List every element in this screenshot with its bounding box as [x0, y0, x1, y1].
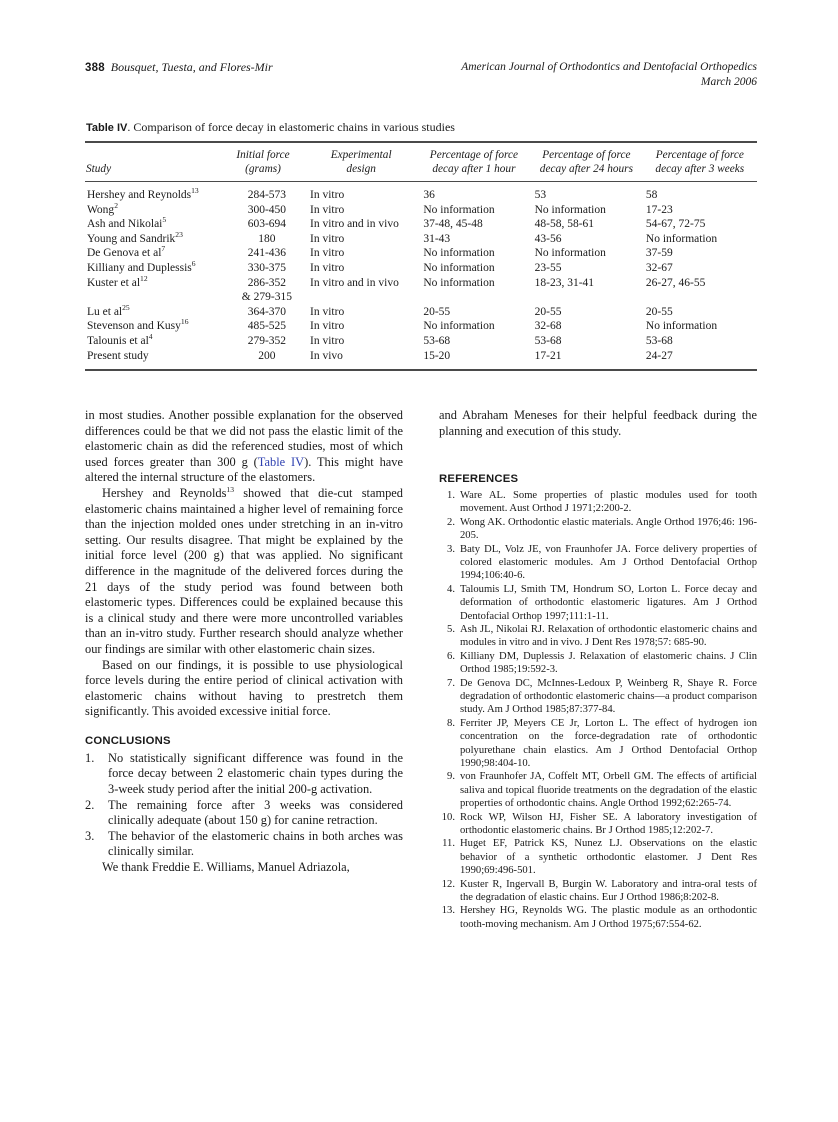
left-column: [85, 408, 403, 876]
table-iv-link[interactable]: Table IV: [257, 454, 305, 469]
table-rule-bottom: [85, 369, 757, 371]
reference-item: [439, 878, 757, 904]
cell-experimental-design: In vivo: [310, 349, 343, 362]
cell-decay-3-weeks: 17-23: [645, 203, 673, 216]
citation-superscript: 5: [162, 215, 167, 225]
cell-experimental-design: In vitro: [310, 261, 345, 274]
column-header-experimental-design: Experimental design: [330, 149, 392, 175]
column-header-initial-force: Initial force (grams): [236, 149, 290, 175]
page-number: 388: [85, 62, 105, 74]
conclusion-item: [85, 751, 403, 798]
reference-text: Ferriter JP, Meyers CE Jr, Lorton L. The effect of hydrogen ion concentration on the force-degradation rate of orthodontic polyurethane chain elastics. Am J Orthod Dentofacial Orthop 1990;98:404-10.: [460, 718, 757, 769]
reference-item: [439, 811, 757, 837]
cell-experimental-design: In vitro: [310, 247, 345, 260]
table-caption: [85, 120, 757, 136]
cell-decay-3-weeks: No information: [645, 320, 718, 333]
reference-item: [439, 543, 757, 583]
column-header-decay-1-hour: Percentage of force decay after 1 hour: [429, 149, 519, 175]
cell-decay-3-weeks: 20-55: [645, 305, 673, 318]
cell-experimental-design: In vitro: [310, 305, 345, 318]
cell-experimental-design: In vitro: [310, 203, 345, 216]
running-head: [85, 60, 757, 100]
reference-text: Wong AK. Orthodontic elastic materials. Angle Orthod 1976;46: 196-205.: [460, 517, 757, 542]
cell-initial-force: 286-352: [247, 276, 287, 289]
cell-initial-force: 200: [258, 349, 276, 362]
conclusion-text: No statistically significant difference was found in the force decay between 2 elastomeric chain types during the 3-week study period after the initial 200-g activation.: [108, 750, 403, 797]
conclusion-number: 2.: [85, 797, 95, 812]
reference-item: [439, 489, 757, 515]
cell-decay-3-weeks: 24-27: [645, 349, 673, 362]
cell-decay-1-hour: No information: [423, 276, 495, 289]
citation-superscript: 25: [122, 302, 130, 312]
comparison-table-body: [85, 182, 757, 369]
cell-decay-3-weeks: [644, 290, 757, 305]
cell-study: Lu et $al^{25}$: [87, 302, 130, 318]
table-header-row: [85, 143, 757, 181]
reference-text: De Genova DC, McInnes-Ledoux P, Weinberg R, Shaye R. Force degradation of orthodontic elastomeric chains—a product comparison study. Am J Orthod 1985;87:377-84.: [460, 678, 757, 716]
table-row: [85, 246, 757, 261]
reference-number: 4.: [447, 584, 455, 596]
cell-study: Stevenson and Kusy$^{16}$: [87, 317, 189, 333]
column-header-decay-3-weeks: Percentage of force decay after 3 weeks: [655, 149, 745, 175]
reference-text: Hershey HG, Reynolds WG. The plastic module as an orthodontic tooth-moving mechanism. Am J Orthod 1975;67:554-62.: [460, 905, 757, 930]
acknowledgment-text: We thank Freddie E. Williams, Manuel Adriazola,: [102, 860, 350, 875]
reference-item: [439, 650, 757, 676]
table-label: Table IV: [86, 122, 128, 134]
conclusions-list: [85, 751, 403, 860]
right-column: [439, 408, 757, 931]
conclusions-heading: CONCLUSIONS: [85, 734, 171, 747]
citation-superscript: 23: [175, 229, 183, 239]
citation-superscript: 7: [161, 244, 166, 254]
cell-decay-1-hour: No information: [423, 203, 495, 216]
cell-study: Talounis et $al^4$: [87, 332, 153, 347]
citation-superscript: 16: [180, 317, 189, 327]
cell-study: Kuster et $al^{12}$: [87, 273, 148, 289]
column-header-study: Study: [86, 162, 112, 175]
cell-decay-1-hour: 31-43: [423, 232, 451, 245]
cell-study: Present study: [87, 349, 149, 362]
reference-text: Huget EF, Patrick KS, Nunez LJ. Observations on the elastic behavior of a synthetic orthodontic elastomer. J Dent Res 1990;69:496-501.: [460, 838, 757, 876]
conclusion-number: 1.: [85, 750, 95, 765]
reference-text: Rock WP, Wilson HJ, Fisher SE. A laboratory investigation of orthodontic elastomeric chains. Br J Orthod 1985;12:202-7.: [460, 811, 757, 836]
cell-decay-24-hours: No information: [534, 203, 606, 216]
citation-superscript: 2: [114, 200, 118, 210]
conclusion-item: [85, 829, 403, 860]
running-head-left: [85, 60, 273, 75]
reference-number: 5.: [447, 624, 455, 636]
reference-number: 7.: [447, 678, 455, 690]
cell-experimental-design: [308, 290, 421, 305]
conclusion-number: 3.: [85, 828, 95, 843]
cell-decay-1-hour: 53-68: [423, 334, 451, 347]
table-row: [85, 349, 757, 370]
reference-item: [439, 516, 757, 542]
cell-decay-24-hours: 32-68: [534, 320, 562, 333]
reference-number: 12.: [441, 878, 455, 890]
cell-decay-1-hour: No information: [423, 261, 495, 274]
cell-decay-3-weeks: 54-67, 72-75: [645, 218, 706, 231]
cell-decay-3-weeks: 53-68: [645, 334, 673, 347]
cell-decay-24-hours: 18-23, 31-41: [534, 276, 595, 289]
cell-study: Wong$^2$: [87, 200, 118, 216]
column-header-decay-24-hours: Percentage of force decay after 24 hours: [539, 149, 633, 175]
cell-decay-24-hours: 43-56: [534, 232, 562, 245]
acknowledgment-continued: and Abraham Meneses for their helpful feedback during the planning and execution of this study.: [439, 408, 757, 438]
cell-decay-24-hours: 53-68: [534, 334, 562, 347]
cell-study: Young and Sandrik$^{23}$: [87, 229, 183, 245]
conclusion-text: The behavior of the elastomeric chains in both arches was clinically similar.: [108, 828, 403, 859]
reference-number: 1.: [447, 490, 455, 502]
reference-number: 3.: [447, 544, 455, 555]
cell-decay-24-hours: 23-55: [534, 261, 562, 274]
table-row: [85, 319, 757, 334]
reference-text: Ware AL. Some properties of plastic modules used for tooth movement. Aust Orthod J 1971;2:200-2.: [460, 490, 757, 515]
cell-decay-24-hours: 17-21: [534, 349, 562, 362]
cell-decay-24-hours: 20-55: [534, 305, 562, 318]
reference-number: 11.: [442, 838, 455, 850]
cell-experimental-design: In vitro: [310, 189, 345, 201]
cell-decay-24-hours: 48-58, 58-61: [534, 218, 595, 231]
table-caption-text: . Comparison of force decay in elastomeric chains in various studies: [127, 120, 455, 134]
table-row: [85, 290, 757, 305]
cell-decay-1-hour: 36: [423, 189, 435, 201]
cell-decay-24-hours: No information: [534, 247, 606, 260]
paragraph-continued: in most studies. Another possible explanation for the observed differences could be that we did not pass the elastic limit of the elastomeric chain as did the referenced studies, most of which used forces greater than 300 g (Table IV). This might have altered the internal structure of the elastomers.: [85, 408, 403, 485]
cell-study: De Genova et $al^7$: [87, 244, 166, 260]
citation-superscript: 12: [140, 273, 148, 283]
cell-decay-1-hour: [421, 290, 532, 305]
reference-item: [439, 677, 757, 717]
cell-decay-24-hours: [533, 290, 644, 305]
reference-item: [439, 837, 757, 877]
citation-superscript: 6: [191, 259, 196, 269]
cell-decay-3-weeks: 58: [645, 189, 658, 201]
reference-item: [439, 583, 757, 623]
reference-number: 9.: [447, 771, 455, 783]
cell-study: Ash and Nikolai$^5$: [87, 215, 167, 231]
cell-decay-3-weeks: No information: [645, 232, 718, 245]
cell-initial-force: 180: [258, 232, 276, 245]
reference-text: Baty DL, Volz JE, von Fraunhofer JA. Force delivery properties of colored elastomeric modules. Am J Orthod Dentofacial Orthop 1994;106:40-6.: [460, 544, 757, 582]
cell-decay-1-hour: 15-20: [423, 349, 451, 362]
table-row: [85, 203, 757, 218]
conclusion-text: The remaining force after 3 weeks was considered clinically adequate (about 150 g) for canine retraction.: [108, 797, 403, 828]
reference-text: von Fraunhofer JA, Coffelt MT, Orbell GM. The effects of artificial saliva and topical fluoride treatments on the degradation of the elastic properties of orthodontic chains. Angle Orthod 1992;62:265-74.: [460, 771, 757, 809]
reference-text: Ash JL, Nikolai RJ. Relaxation of orthodontic elastomeric chains and modules in vitro and in vivo. J Dent Res 1978;57: 685-90.: [460, 624, 757, 649]
reference-item: [439, 623, 757, 649]
cell-experimental-design: In vitro: [310, 320, 345, 333]
cell-decay-1-hour: No information: [423, 320, 495, 333]
comparison-table: [85, 143, 757, 181]
reference-text: Killiany DM, Duplessis J. Relaxation of elastomeric chains. J Clin Orthod 1985;19:592-3.: [460, 651, 757, 676]
cell-study: [85, 290, 226, 305]
cell-decay-3-weeks: 37-59: [645, 247, 673, 260]
cell-decay-1-hour: No information: [423, 247, 495, 260]
table-row: [85, 276, 757, 291]
table-header: [85, 143, 757, 181]
reference-item: [439, 717, 757, 770]
cell-initial-force: 603-694: [247, 218, 287, 231]
reference-number: 2.: [447, 517, 455, 529]
reference-number: 10.: [441, 811, 455, 823]
reference-number: 13.: [441, 905, 455, 917]
journal-title: American Journal of Orthodontics and Dentofacial Orthopedics: [461, 61, 757, 73]
cell-initial-force: 284-573: [247, 189, 287, 201]
cell-decay-1-hour: 20-55: [423, 305, 451, 318]
references-list: [439, 489, 757, 931]
conclusion-item: [85, 798, 403, 829]
cell-decay-3-weeks: 32-67: [645, 261, 673, 274]
paragraph-hershey-reynolds: Hershey and Reynolds$^{13}$ showed that die-cut stamped elastomeric chains maintained a higher level of remaining force than the injection molded ones under stretching in an in-vitro setting. Our results disagree. That might be explained by the initial force level (200 g) that was applied. No significant difference in the magnitude of the delivered forces during the 21 days of the study period was found between both elastomeric types. Differences could be explained because this is a clinical study and there were more uncontrolled variables than an in-vitro study. Further research should analyze whether our findings are similar with other elastomeric chain sizes.: [85, 484, 403, 656]
cell-decay-24-hours: 53: [534, 189, 547, 201]
table-row: [85, 232, 757, 247]
cell-initial-force: 330-375: [247, 261, 287, 274]
cell-initial-force: 364-370: [247, 305, 287, 318]
running-head-right: [461, 60, 757, 90]
reference-text: Kuster R, Ingervall B, Burgin W. Laboratory and intra-oral tests of the degradation of elastic chains. Eur J Orthod 1986;8:202-8.: [460, 878, 757, 903]
cell-initial-force: 241-436: [247, 247, 287, 260]
cell-study: Killiany and Duplessis$^6$: [87, 259, 196, 274]
reference-number: 8.: [447, 718, 455, 730]
cell-initial-force: 300-450: [247, 203, 287, 216]
cell-decay-3-weeks: 26-27, 46-55: [645, 276, 706, 289]
reference-item: [439, 904, 757, 930]
reference-text: Taloumis LJ, Smith TM, Hondrum SO, Lorton L. Force decay and deformation of orthodontic elastomeric ligatures. Am J Orthod Dentofacial Orthop 1997;111:1-11.: [460, 584, 757, 622]
cell-decay-1-hour: 37-48, 45-48: [423, 218, 483, 231]
cell-experimental-design: In vitro and in vivo: [310, 276, 399, 289]
running-head-authors: Bousquet, Tuesta, and Flores-Mir: [110, 60, 273, 74]
cell-initial-force: 279-352: [247, 334, 287, 347]
table-row: [85, 334, 757, 349]
reference-number: 6.: [447, 651, 455, 663]
table-body: [85, 182, 757, 369]
references-heading: REFERENCES: [439, 473, 519, 486]
paragraph-findings: Based on our findings, it is possible to use physiological force levels during the entire period of clinical activation with elastomeric chains without having to prestretch them significantly. This avoided excessive initial force.: [85, 657, 403, 719]
reference-item: [439, 770, 757, 810]
citation-superscript: 4: [148, 332, 153, 342]
cell-initial-force: & 279-315: [241, 291, 292, 304]
citation-superscript: 13: [191, 186, 199, 196]
table-iv: [85, 120, 757, 371]
cell-experimental-design: In vitro: [310, 334, 345, 347]
cell-experimental-design: In vitro and in vivo: [310, 218, 399, 231]
table-row: [85, 217, 757, 232]
citation-superscript: 13: [226, 484, 235, 494]
table-row: [85, 261, 757, 276]
cell-study: Hershey and Reynolds$^{13}$: [87, 186, 199, 201]
cell-initial-force: 485-525: [247, 320, 287, 333]
issue-date: March 2006: [700, 76, 757, 88]
table-row: [85, 182, 757, 203]
cell-experimental-design: In vitro: [310, 232, 345, 245]
